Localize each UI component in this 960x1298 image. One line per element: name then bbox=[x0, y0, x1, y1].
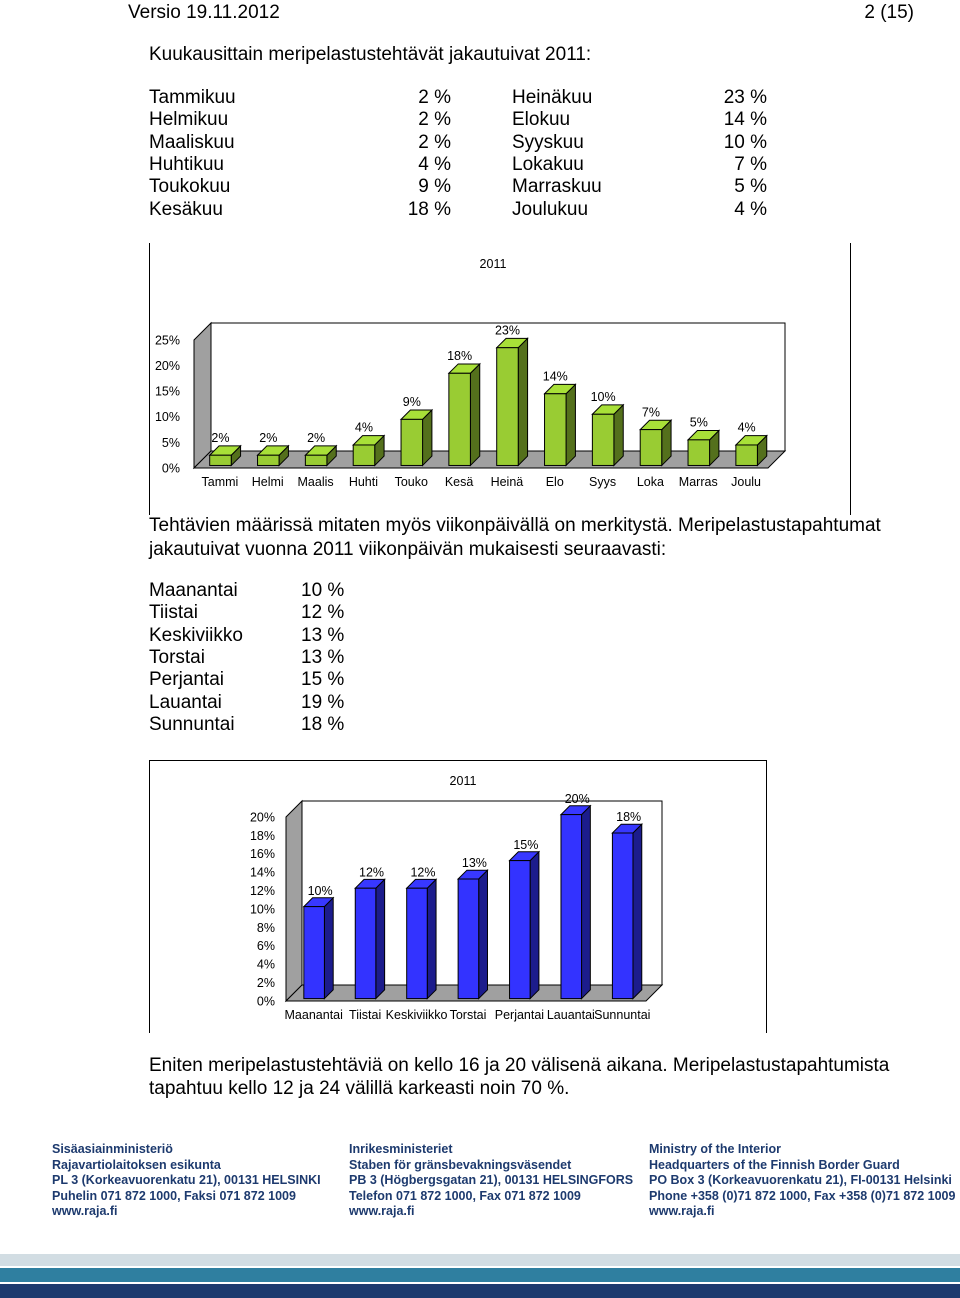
bar bbox=[449, 373, 471, 465]
month-name: Syyskuu bbox=[512, 131, 584, 153]
y-tick-label: 8% bbox=[256, 920, 275, 935]
weekday-name: Perjantai bbox=[149, 669, 224, 691]
y-tick-label: 4% bbox=[256, 957, 275, 972]
bar-side bbox=[566, 384, 575, 465]
footer-finnish bbox=[52, 1142, 321, 1220]
category-label: Tammi bbox=[201, 475, 239, 489]
paragraph-hours-2: tapahtuu kello 12 ja 24 välillä karkeasti noin 70 %. bbox=[149, 1078, 570, 1099]
footer-link[interactable]: www.raja.fi bbox=[649, 1204, 715, 1218]
category-label: Syys bbox=[589, 475, 617, 489]
month-name: Marraskuu bbox=[512, 176, 602, 198]
footer-band-light bbox=[0, 1254, 960, 1266]
month-name: Joulukuu bbox=[512, 198, 589, 220]
y-tick-label: 16% bbox=[249, 847, 275, 862]
y-tick-label: 25% bbox=[154, 333, 180, 348]
bar bbox=[545, 394, 567, 466]
bar-side bbox=[582, 806, 591, 999]
category-label: Touko bbox=[394, 475, 428, 489]
bar-side bbox=[479, 870, 488, 998]
monthly-chart bbox=[150, 243, 850, 515]
y-tick-label: 14% bbox=[249, 865, 275, 880]
y-tick-label: 5% bbox=[161, 435, 180, 450]
footer-link[interactable]: www.raja.fi bbox=[52, 1204, 118, 1218]
weekday-percent: 18 % bbox=[301, 713, 345, 735]
bar bbox=[688, 440, 710, 466]
bar-side bbox=[530, 852, 539, 999]
paragraph-hours-1: Eniten meripelastustehtäviä on kello 16 ja 20 välisenä aikana. Meripelastustapahtumista bbox=[149, 1055, 890, 1076]
month-name: Toukokuu bbox=[149, 176, 231, 198]
data-label: 2% bbox=[259, 430, 278, 445]
weekday-chart-frame bbox=[149, 760, 767, 1033]
bar bbox=[401, 419, 423, 465]
bar bbox=[304, 907, 325, 999]
category-label: Kesä bbox=[444, 475, 474, 489]
weekday-name: Torstai bbox=[149, 646, 205, 668]
paragraph-weekday-intro-1: Tehtävien määrissä mitaten myös viikonpäivällä on merkitystä. Meripelastustapahtumat bbox=[149, 515, 881, 536]
month-percent: 2 % bbox=[418, 131, 451, 153]
category-label: Tiistai bbox=[349, 1008, 382, 1022]
weekday-name: Lauantai bbox=[149, 691, 222, 713]
category-label: Maanantai bbox=[284, 1008, 343, 1022]
data-label: 12% bbox=[359, 865, 385, 880]
data-label: 4% bbox=[354, 420, 374, 435]
weekday-percent: 13 % bbox=[301, 646, 345, 668]
bar-side bbox=[614, 405, 623, 466]
footer-line: Puhelin 071 872 1000, Faksi 071 872 1009 bbox=[52, 1188, 296, 1203]
weekday-name: Keskiviikko bbox=[149, 624, 243, 646]
data-label: 4% bbox=[737, 420, 756, 435]
footer-line: Inrikesministeriet bbox=[349, 1142, 453, 1156]
category-label: Lauantai bbox=[546, 1008, 595, 1022]
y-tick-label: 2% bbox=[256, 975, 275, 990]
footer-line: Headquarters of the Finnish Border Guard bbox=[649, 1157, 900, 1172]
data-label: 12% bbox=[410, 865, 436, 880]
month-name: Helmikuu bbox=[149, 109, 229, 131]
bar bbox=[736, 445, 758, 465]
bar bbox=[353, 445, 375, 465]
data-label: 10% bbox=[590, 389, 616, 404]
footer-band-navy bbox=[0, 1284, 960, 1298]
weekday-name: Sunnuntai bbox=[149, 713, 235, 735]
bar bbox=[592, 414, 614, 465]
bar bbox=[561, 815, 582, 999]
month-percent: 2 % bbox=[418, 87, 451, 108]
bar bbox=[510, 861, 531, 999]
footer-line: Rajavartiolaitoksen esikunta bbox=[52, 1157, 221, 1172]
footer-line: Staben för gränsbevakningsväsendet bbox=[349, 1157, 572, 1172]
data-label: 2% bbox=[307, 430, 326, 445]
footer-english bbox=[649, 1142, 955, 1220]
data-label: 2% bbox=[211, 430, 230, 445]
weekday-name: Maanantai bbox=[149, 580, 238, 601]
footer-line: Ministry of the Interior bbox=[649, 1142, 781, 1156]
month-percent: 18 % bbox=[407, 198, 451, 220]
y-tick-label: 20% bbox=[249, 810, 275, 825]
weekday-percent: 15 % bbox=[301, 669, 345, 691]
category-label: Elo bbox=[545, 475, 564, 489]
weekday-percent: 10 % bbox=[301, 580, 345, 601]
category-label: Joulu bbox=[731, 475, 762, 489]
month-name: Elokuu bbox=[512, 109, 571, 131]
y-tick-label: 10% bbox=[154, 410, 180, 425]
data-label: 13% bbox=[461, 856, 487, 871]
weekday-percent: 19 % bbox=[301, 691, 345, 713]
month-name: Heinäkuu bbox=[512, 87, 593, 108]
chart-title: 2011 bbox=[449, 774, 477, 788]
bar-side bbox=[324, 898, 333, 999]
category-label: Keskiviikko bbox=[385, 1008, 448, 1022]
category-label: Loka bbox=[636, 475, 664, 489]
month-name: Tammikuu bbox=[149, 87, 236, 108]
weekday-name: Tiistai bbox=[149, 602, 198, 624]
footer-line: Phone +358 (0)71 872 1000, Fax +358 (0)71 872 1009 bbox=[649, 1188, 956, 1203]
bar bbox=[458, 879, 479, 999]
monthly-chart-frame bbox=[149, 243, 851, 515]
month-name: Kesäkuu bbox=[149, 198, 223, 220]
month-name: Maaliskuu bbox=[149, 131, 235, 153]
category-label: Maalis bbox=[297, 475, 334, 489]
y-tick-label: 0% bbox=[161, 461, 180, 476]
footer-line: Telefon 071 872 1000, Fax 071 872 1009 bbox=[349, 1188, 581, 1203]
month-percent: 5 % bbox=[734, 176, 767, 198]
category-label: Huhti bbox=[348, 475, 379, 489]
data-label: 7% bbox=[641, 405, 661, 420]
month-percent: 23 % bbox=[723, 87, 767, 108]
bar bbox=[640, 430, 662, 466]
y-tick-label: 6% bbox=[256, 939, 275, 954]
footer-line: PB 3 (Högbergsgatan 21), 00131 HELSINGFORS bbox=[349, 1173, 634, 1187]
month-percent: 10 % bbox=[723, 131, 767, 153]
bar bbox=[210, 455, 232, 465]
category-label: Marras bbox=[678, 475, 718, 489]
month-percent: 9 % bbox=[418, 176, 451, 198]
chart-side-wall bbox=[194, 323, 211, 468]
month-percent: 7 % bbox=[734, 153, 767, 175]
footer-line: Sisäasiainministeriö bbox=[52, 1142, 173, 1156]
footer-line: PL 3 (Korkeavuorenkatu 21), 00131 HELSINKI bbox=[52, 1173, 321, 1187]
bar-side bbox=[470, 364, 479, 466]
month-percent: 4 % bbox=[418, 153, 451, 175]
data-label: 10% bbox=[307, 883, 333, 898]
paragraph-weekday-intro-2: jakautuivat vuonna 2011 viikonpäivän mukaisesti seuraavasti: bbox=[149, 539, 667, 560]
bar-side bbox=[633, 824, 642, 998]
bar bbox=[407, 888, 428, 998]
month-name: Huhtikuu bbox=[149, 153, 224, 175]
data-label: 18% bbox=[447, 348, 473, 363]
footer-band-teal bbox=[0, 1268, 960, 1282]
page-number: 2 (15) bbox=[864, 2, 914, 23]
bar-side bbox=[518, 338, 527, 465]
chart-side-wall bbox=[286, 801, 302, 1001]
bar bbox=[258, 455, 280, 465]
category-label: Perjantai bbox=[494, 1008, 545, 1022]
bar bbox=[305, 455, 327, 465]
footer-swedish bbox=[349, 1142, 633, 1220]
y-tick-label: 20% bbox=[154, 358, 180, 373]
bar bbox=[612, 833, 633, 999]
weekday-percent: 13 % bbox=[301, 624, 345, 646]
bar-side bbox=[427, 879, 436, 998]
footer-line: PO Box 3 (Korkeavuorenkatu 21), FI-00131 Helsinki bbox=[649, 1173, 952, 1187]
category-label: Heinä bbox=[490, 475, 524, 489]
footer-link[interactable]: www.raja.fi bbox=[349, 1204, 415, 1218]
y-tick-label: 0% bbox=[256, 994, 275, 1009]
weekday-percent: 12 % bbox=[301, 602, 345, 624]
y-tick-label: 18% bbox=[249, 828, 275, 843]
month-percent: 2 % bbox=[418, 109, 451, 131]
month-percent: 14 % bbox=[723, 109, 767, 131]
bar bbox=[497, 348, 519, 466]
category-label: Helmi bbox=[251, 475, 284, 489]
data-label: 14% bbox=[542, 369, 568, 384]
version-label: Versio 19.11.2012 bbox=[128, 2, 280, 23]
y-tick-label: 10% bbox=[249, 902, 275, 917]
y-tick-label: 15% bbox=[154, 384, 180, 399]
bar bbox=[355, 888, 376, 998]
data-label: 9% bbox=[402, 395, 421, 410]
data-label: 23% bbox=[494, 323, 520, 338]
intro-text: Kuukausittain meripelastustehtävät jakautuivat 2011: bbox=[149, 44, 592, 65]
bar-side bbox=[376, 879, 385, 998]
data-label: 18% bbox=[616, 810, 642, 825]
y-tick-label: 12% bbox=[249, 883, 275, 898]
data-label: 20% bbox=[564, 791, 590, 806]
month-name: Lokakuu bbox=[512, 153, 584, 175]
category-label: Sunnuntai bbox=[594, 1008, 651, 1022]
chart-title: 2011 bbox=[479, 257, 507, 271]
month-percent: 4 % bbox=[734, 198, 767, 220]
weekday-chart bbox=[150, 761, 766, 1033]
category-label: Torstai bbox=[449, 1008, 487, 1022]
data-label: 15% bbox=[513, 837, 539, 852]
data-label: 5% bbox=[689, 415, 708, 430]
